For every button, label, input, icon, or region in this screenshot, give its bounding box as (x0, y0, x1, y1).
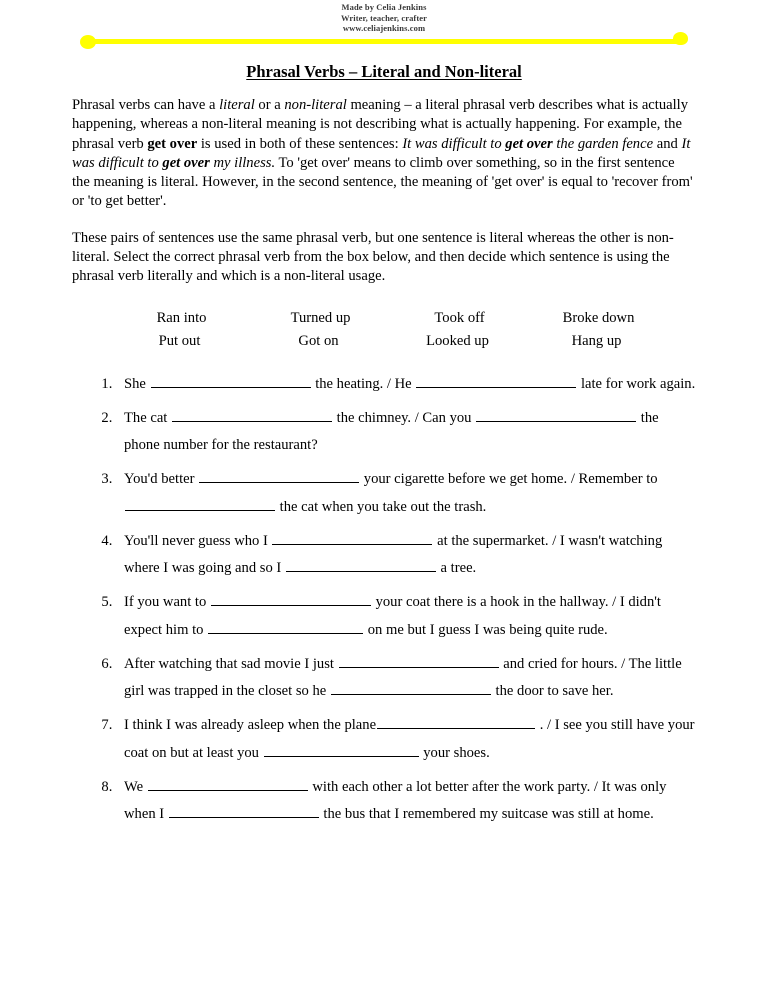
question-5-text: on me but I guess I was being quite rude. (364, 621, 608, 638)
intro-paragraph-2 (72, 229, 696, 287)
word-bank-item[interactable]: Ran into (156, 309, 207, 326)
question-1-text: She (124, 375, 150, 392)
question-1-blank[interactable] (151, 374, 311, 388)
highlighter-right-cap (673, 32, 688, 45)
question-7-blank[interactable] (377, 715, 535, 729)
question-text (124, 533, 662, 577)
question-item (116, 528, 696, 583)
question-4-blank[interactable] (272, 531, 432, 545)
question-3-blank[interactable] (199, 469, 359, 483)
intro-1-text: get over (147, 135, 198, 152)
intro-paragraph-1 (72, 96, 696, 212)
intro-1-text: my illness. (209, 154, 276, 171)
question-item (116, 466, 696, 521)
question-5-blank[interactable] (211, 592, 371, 606)
question-item (116, 405, 696, 460)
intro-1-text: get over (162, 154, 210, 171)
question-7-text: I think I was already asleep when the plane (124, 717, 377, 734)
intro-1-text: get over (505, 135, 553, 152)
question-6-text: After watching that sad movie I just (124, 655, 338, 672)
highlighter-divider (0, 30, 768, 54)
intro-1-text: and (653, 135, 682, 152)
question-3-text: You'd better (124, 471, 199, 488)
question-6-text: the door to save her. (491, 683, 614, 700)
question-item (116, 651, 696, 706)
question-6-blank[interactable] (339, 654, 499, 668)
question-1-blank[interactable] (416, 374, 576, 388)
question-8-text: the bus that I remembered my suitcase was still at home. (319, 806, 654, 823)
question-text (124, 376, 695, 392)
question-item (116, 712, 696, 767)
question-7-text: . / I see you still have your coat on but at least you (124, 717, 695, 761)
intro-1-text: To 'get over' means to climb over something, so in the first sentence the meaning is literal. However, in the second sentence, the meaning of 'get over' is equal to 'recover from' or 'to get better'. (72, 154, 693, 210)
intro-1-text: non-literal (284, 97, 347, 113)
intro-1-text: the garden fence (552, 135, 654, 152)
author-credit-block (0, 2, 768, 34)
question-text (124, 779, 666, 823)
question-text (124, 594, 661, 638)
question-2-blank[interactable] (476, 408, 636, 422)
question-4-text: at the supermarket. / I wasn't watching where I was going and so I (124, 532, 663, 577)
question-8-blank[interactable] (148, 777, 308, 791)
credit-line-role: Writer, teacher, crafter (340, 12, 428, 23)
question-4-blank[interactable] (286, 558, 436, 572)
word-bank-item[interactable]: Broke down (562, 309, 635, 326)
question-3-text: your cigarette before we get home. / Remember to (360, 471, 658, 488)
question-6-blank[interactable] (331, 681, 491, 695)
question-5-blank[interactable] (208, 620, 363, 634)
question-1-text: late for work again. (577, 375, 696, 392)
word-bank-item[interactable]: Hang up (571, 332, 622, 349)
intro-1-text: Phrasal verbs can have a (72, 97, 220, 113)
word-bank-item[interactable]: Looked up (426, 332, 489, 349)
question-2-text: the chimney. / Can you (333, 409, 476, 426)
question-6-text: and cried for hours. / The little girl was trapped in the closet so he (124, 655, 682, 700)
question-text (124, 717, 695, 761)
question-3-text: the cat when you take out the trash. (276, 498, 487, 515)
question-text (124, 410, 659, 454)
word-bank-item[interactable]: Got on (298, 332, 339, 349)
question-1-text: the heating. / He (311, 375, 416, 392)
question-7-blank[interactable] (264, 743, 419, 757)
question-4-text: You'll never guess who I (124, 532, 272, 549)
page-title-text: Phrasal Verbs – Literal and Non-literal (246, 62, 522, 81)
question-2-text: the phone number for the restaurant? (124, 409, 659, 454)
question-list (72, 371, 696, 829)
question-8-blank[interactable] (169, 804, 319, 818)
word-bank (72, 307, 696, 353)
highlighter-stroke (88, 39, 684, 44)
question-item (116, 774, 696, 829)
intro-1-text: literal (219, 97, 255, 113)
word-bank-item[interactable]: Put out (158, 332, 201, 349)
question-text (124, 656, 682, 700)
intro-1-text: is used in both of these sentences: (197, 135, 403, 152)
word-bank-item[interactable]: Took off (434, 309, 485, 326)
question-text (124, 471, 658, 515)
credit-line-author: Made by Celia Jenkins (341, 2, 427, 12)
intro-1-text: or a (254, 97, 285, 113)
question-item (116, 589, 696, 644)
question-5-text: your coat there is a hook in the hallway. / I didn't expect him to (124, 594, 661, 638)
word-bank-item[interactable]: Turned up (290, 309, 351, 326)
intro-1-text: It was difficult to (72, 135, 691, 171)
question-2-blank[interactable] (172, 408, 332, 422)
question-4-text: a tree. (436, 560, 477, 577)
intro-1-text: It was difficult to (402, 135, 506, 152)
page-title (72, 62, 696, 82)
question-7-text: your shoes. (419, 744, 490, 761)
question-3-blank[interactable] (125, 497, 275, 511)
document-body (72, 62, 696, 835)
intro-1-text: meaning – a literal phrasal verb describes what is actually happening, whereas a non-literal meaning is not describing what is actually happening. For example, the phrasal verb (72, 97, 689, 152)
question-item (116, 371, 696, 399)
question-8-text: with each other a lot better after the work party. / It was only when I (124, 778, 667, 823)
question-5-text: If you want to (124, 594, 210, 611)
word-bank-row (112, 307, 668, 330)
question-2-text: The cat (124, 409, 171, 426)
question-8-text: We (124, 778, 147, 795)
word-bank-row (112, 330, 668, 353)
credit-line-website: www.celiajenkins.com (342, 23, 426, 33)
intro-2-text: These pairs of sentences use the same phrasal verb, but one sentence is literal whereas the other is non-literal. Select the correct phrasal verb from the box below, and then decide which sentence is using the phrasal verb literally and which is a non-literal usage. (72, 229, 674, 285)
